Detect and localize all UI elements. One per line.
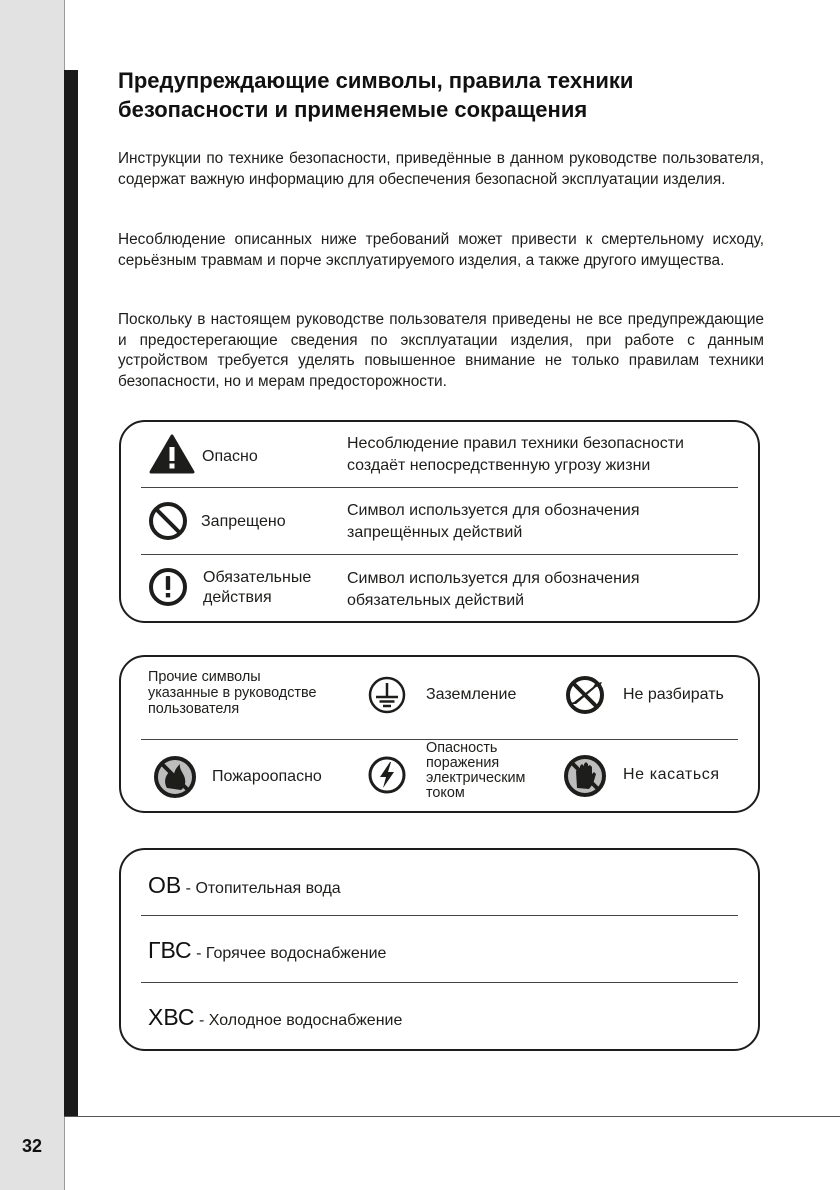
no-touch-icon [563, 754, 607, 798]
text-line: эксплуатации изделия. [561, 170, 726, 188]
prohibited-description [347, 500, 640, 543]
no-touch-label: Не касаться [623, 766, 720, 783]
mandatory-icon [148, 567, 188, 607]
abbreviations-table [119, 848, 760, 1051]
footer-divider [64, 1116, 840, 1117]
text-line: Прочие символы [148, 669, 261, 685]
text-line: Символ используется для обозначения [347, 502, 640, 519]
fire-hazard-icon [153, 755, 197, 799]
side-accent-bar [64, 70, 78, 1117]
text-line: предупреждающие и предостерегающие сведения по эксплуатации изделия, [118, 311, 764, 349]
text-line: исходу, серьёзным травмам и порче эксплуатируемого изделия, а также [118, 231, 764, 269]
page-title [118, 66, 633, 124]
fire-hazard-label: Пожароопасно [212, 768, 322, 785]
grounding-icon [367, 675, 407, 715]
text-line: другого имущества. [583, 251, 725, 269]
abbreviation-text: - Горячее водоснабжение [191, 945, 387, 962]
row-divider [141, 554, 738, 555]
mandatory-description [347, 568, 640, 611]
title-line: Предупреждающие символы, правила техники [118, 68, 634, 93]
text-line: электрическим [426, 770, 526, 786]
electric-shock-icon [367, 755, 407, 795]
text-line: пользователя [148, 701, 240, 717]
abbreviation-row [148, 937, 386, 965]
text-line: Несоблюдение описанных ниже требований может привести к смертельному [118, 231, 713, 248]
text-line: пользователя, содержат важную информацию для обеспечения безопасной [118, 150, 764, 188]
danger-triangle-icon [149, 434, 195, 474]
text-line: Обязательные [203, 569, 312, 586]
text-line: Символ используется для обозначения [347, 570, 640, 587]
warning-symbols-table [119, 420, 760, 623]
prohibited-icon [148, 501, 188, 541]
text-line: Поскольку в настоящем руководстве пользователя приведены не все [118, 311, 628, 328]
no-disassembly-label: Не разбирать [623, 686, 724, 703]
text-line: Опасность [426, 740, 498, 756]
grounding-label: Заземление [426, 686, 517, 703]
electric-shock-label [426, 741, 525, 801]
abbreviation-text: - Холодное водоснабжение [194, 1012, 403, 1029]
page-number: 32 [21, 1136, 43, 1156]
text-line: не только правилам техники безопасности, но и мерам предосторожности. [118, 352, 764, 390]
no-disassembly-icon [562, 675, 608, 715]
other-symbols-table [119, 655, 760, 813]
text-line: создаёт непосредственную угрозу жизни [347, 456, 651, 474]
prohibited-label: Запрещено [201, 513, 286, 530]
abbreviation-text: - Отопительная вода [181, 880, 341, 897]
other-symbols-heading [148, 669, 316, 717]
caution-paragraph [118, 310, 764, 392]
abbreviation-row [148, 1004, 402, 1032]
mandatory-label [203, 568, 311, 608]
danger-label: Опасно [202, 448, 258, 465]
abbreviation-code: ХВС [148, 1004, 195, 1030]
abbreviation-code: ОВ [148, 872, 182, 898]
intro-paragraph [118, 149, 764, 190]
text-line: током [426, 785, 465, 801]
abbreviation-code: ГВС [148, 937, 192, 963]
text-line: поражения [426, 755, 500, 771]
title-line: безопасности и применяемые сокращения [118, 97, 588, 122]
text-line: обязательных действий [347, 591, 525, 609]
page-margin-strip [0, 0, 65, 1190]
row-divider [141, 487, 738, 488]
abbreviation-row [148, 872, 341, 900]
row-divider [141, 915, 738, 916]
row-divider [141, 982, 738, 983]
danger-description [347, 433, 684, 476]
text-line: указанные в руководстве [148, 685, 317, 701]
text-line: Инструкции по технике безопасности, приведённые в данном руководстве [118, 150, 663, 167]
warning-paragraph [118, 230, 764, 271]
text-line: запрещённых действий [347, 523, 523, 541]
text-line: Несоблюдение правил техники безопасности [347, 435, 684, 452]
text-line: действия [203, 589, 272, 606]
text-line: при работе с данным устройством требуется уделять повышенное внимание [118, 331, 764, 369]
